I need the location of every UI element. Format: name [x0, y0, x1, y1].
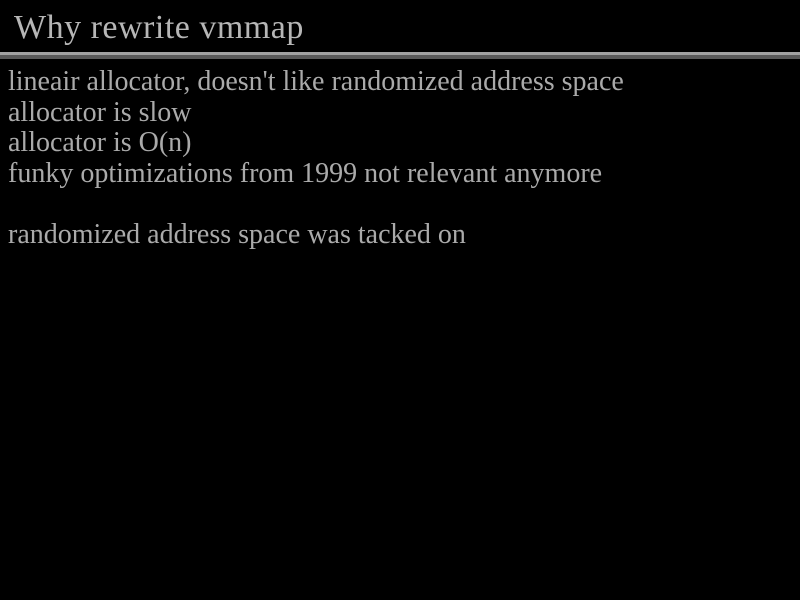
title-divider [0, 52, 800, 59]
body-line: randomized address space was tacked on [8, 218, 466, 250]
slide-title: Why rewrite vmmap [14, 9, 304, 46]
body-line: lineair allocator, doesn't like randomized address space [8, 66, 624, 97]
divider-dark-line [0, 55, 800, 59]
body-line-blank [8, 189, 792, 220]
slide-body [8, 67, 792, 250]
body-line: allocator is O(n) [8, 127, 192, 158]
body-line: allocator is slow [8, 96, 192, 128]
body-line: funky optimizations from 1999 not relevant anymore [8, 157, 603, 189]
